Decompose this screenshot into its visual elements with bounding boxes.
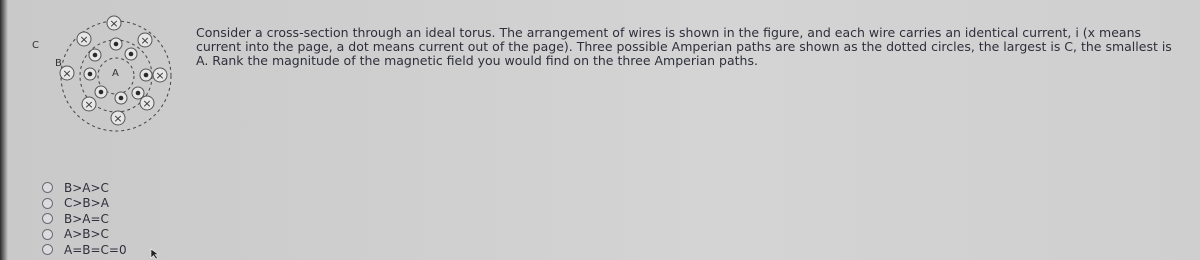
choice-label: A=B=C=0: [64, 242, 127, 257]
label-path-b: B: [55, 58, 62, 69]
svg-text:×: ×: [79, 33, 89, 46]
label-path-c: C: [32, 40, 39, 51]
wire-into-page: [82, 97, 96, 111]
radio-button[interactable]: [42, 229, 53, 240]
wire-out-of-page: [132, 87, 144, 99]
choice-label: B>A=C: [64, 211, 109, 226]
wire-out-of-page: [110, 38, 122, 50]
wire-into-page: [111, 111, 125, 125]
wire-into-page: [138, 33, 152, 47]
answer-choices: [42, 180, 127, 258]
choice-b-a-c[interactable]: [42, 180, 127, 196]
wire-out-of-page: [125, 48, 137, 60]
svg-text:×: ×: [109, 17, 119, 30]
svg-text:×: ×: [84, 98, 94, 111]
svg-text:×: ×: [142, 97, 152, 110]
radio-button[interactable]: [42, 198, 53, 209]
label-path-a: A: [112, 68, 119, 79]
choice-a-b-c[interactable]: [42, 227, 127, 243]
wire-out-of-page: [89, 49, 101, 61]
wire-into-page: [153, 68, 167, 82]
wire-into-page: [77, 32, 91, 46]
svg-text:×: ×: [113, 112, 123, 125]
choice-b-a-eq-c[interactable]: [42, 211, 127, 227]
wire-into-page: [107, 16, 121, 30]
radio-button[interactable]: [42, 244, 53, 255]
torus-cross-section-figure: [28, 8, 188, 138]
svg-text:×: ×: [140, 34, 150, 47]
radio-button[interactable]: [42, 213, 53, 224]
wire-out-of-page: [84, 68, 96, 80]
wire-into-page: [60, 66, 74, 80]
wire-out-of-page: [95, 86, 107, 98]
choice-label: A>B>C: [64, 227, 109, 242]
choice-all-equal-zero[interactable]: [42, 242, 127, 258]
choice-c-b-a[interactable]: [42, 196, 127, 212]
mouse-cursor-icon: [150, 248, 160, 260]
wire-out-of-page: [115, 92, 127, 104]
radio-button[interactable]: [42, 182, 53, 193]
question-text: Consider a cross-section through an ideal torus. The arrangement of wires is shown in the figure, and each wire carries an identical current, i (x means current into the page, a dot means current out of the page). Three possible Amperian paths are shown as the dotted circles, the largest is C, the smallest is A. Rank the magnitude of the magnetic field you would find on the three Amperian paths.: [196, 25, 1172, 68]
wire-out-of-page: [140, 69, 152, 81]
choice-label: B>A>C: [64, 180, 109, 195]
svg-text:×: ×: [155, 69, 165, 82]
wire-into-page: [140, 96, 154, 110]
svg-text:×: ×: [62, 67, 72, 80]
choice-label: C>B>A: [64, 196, 109, 211]
